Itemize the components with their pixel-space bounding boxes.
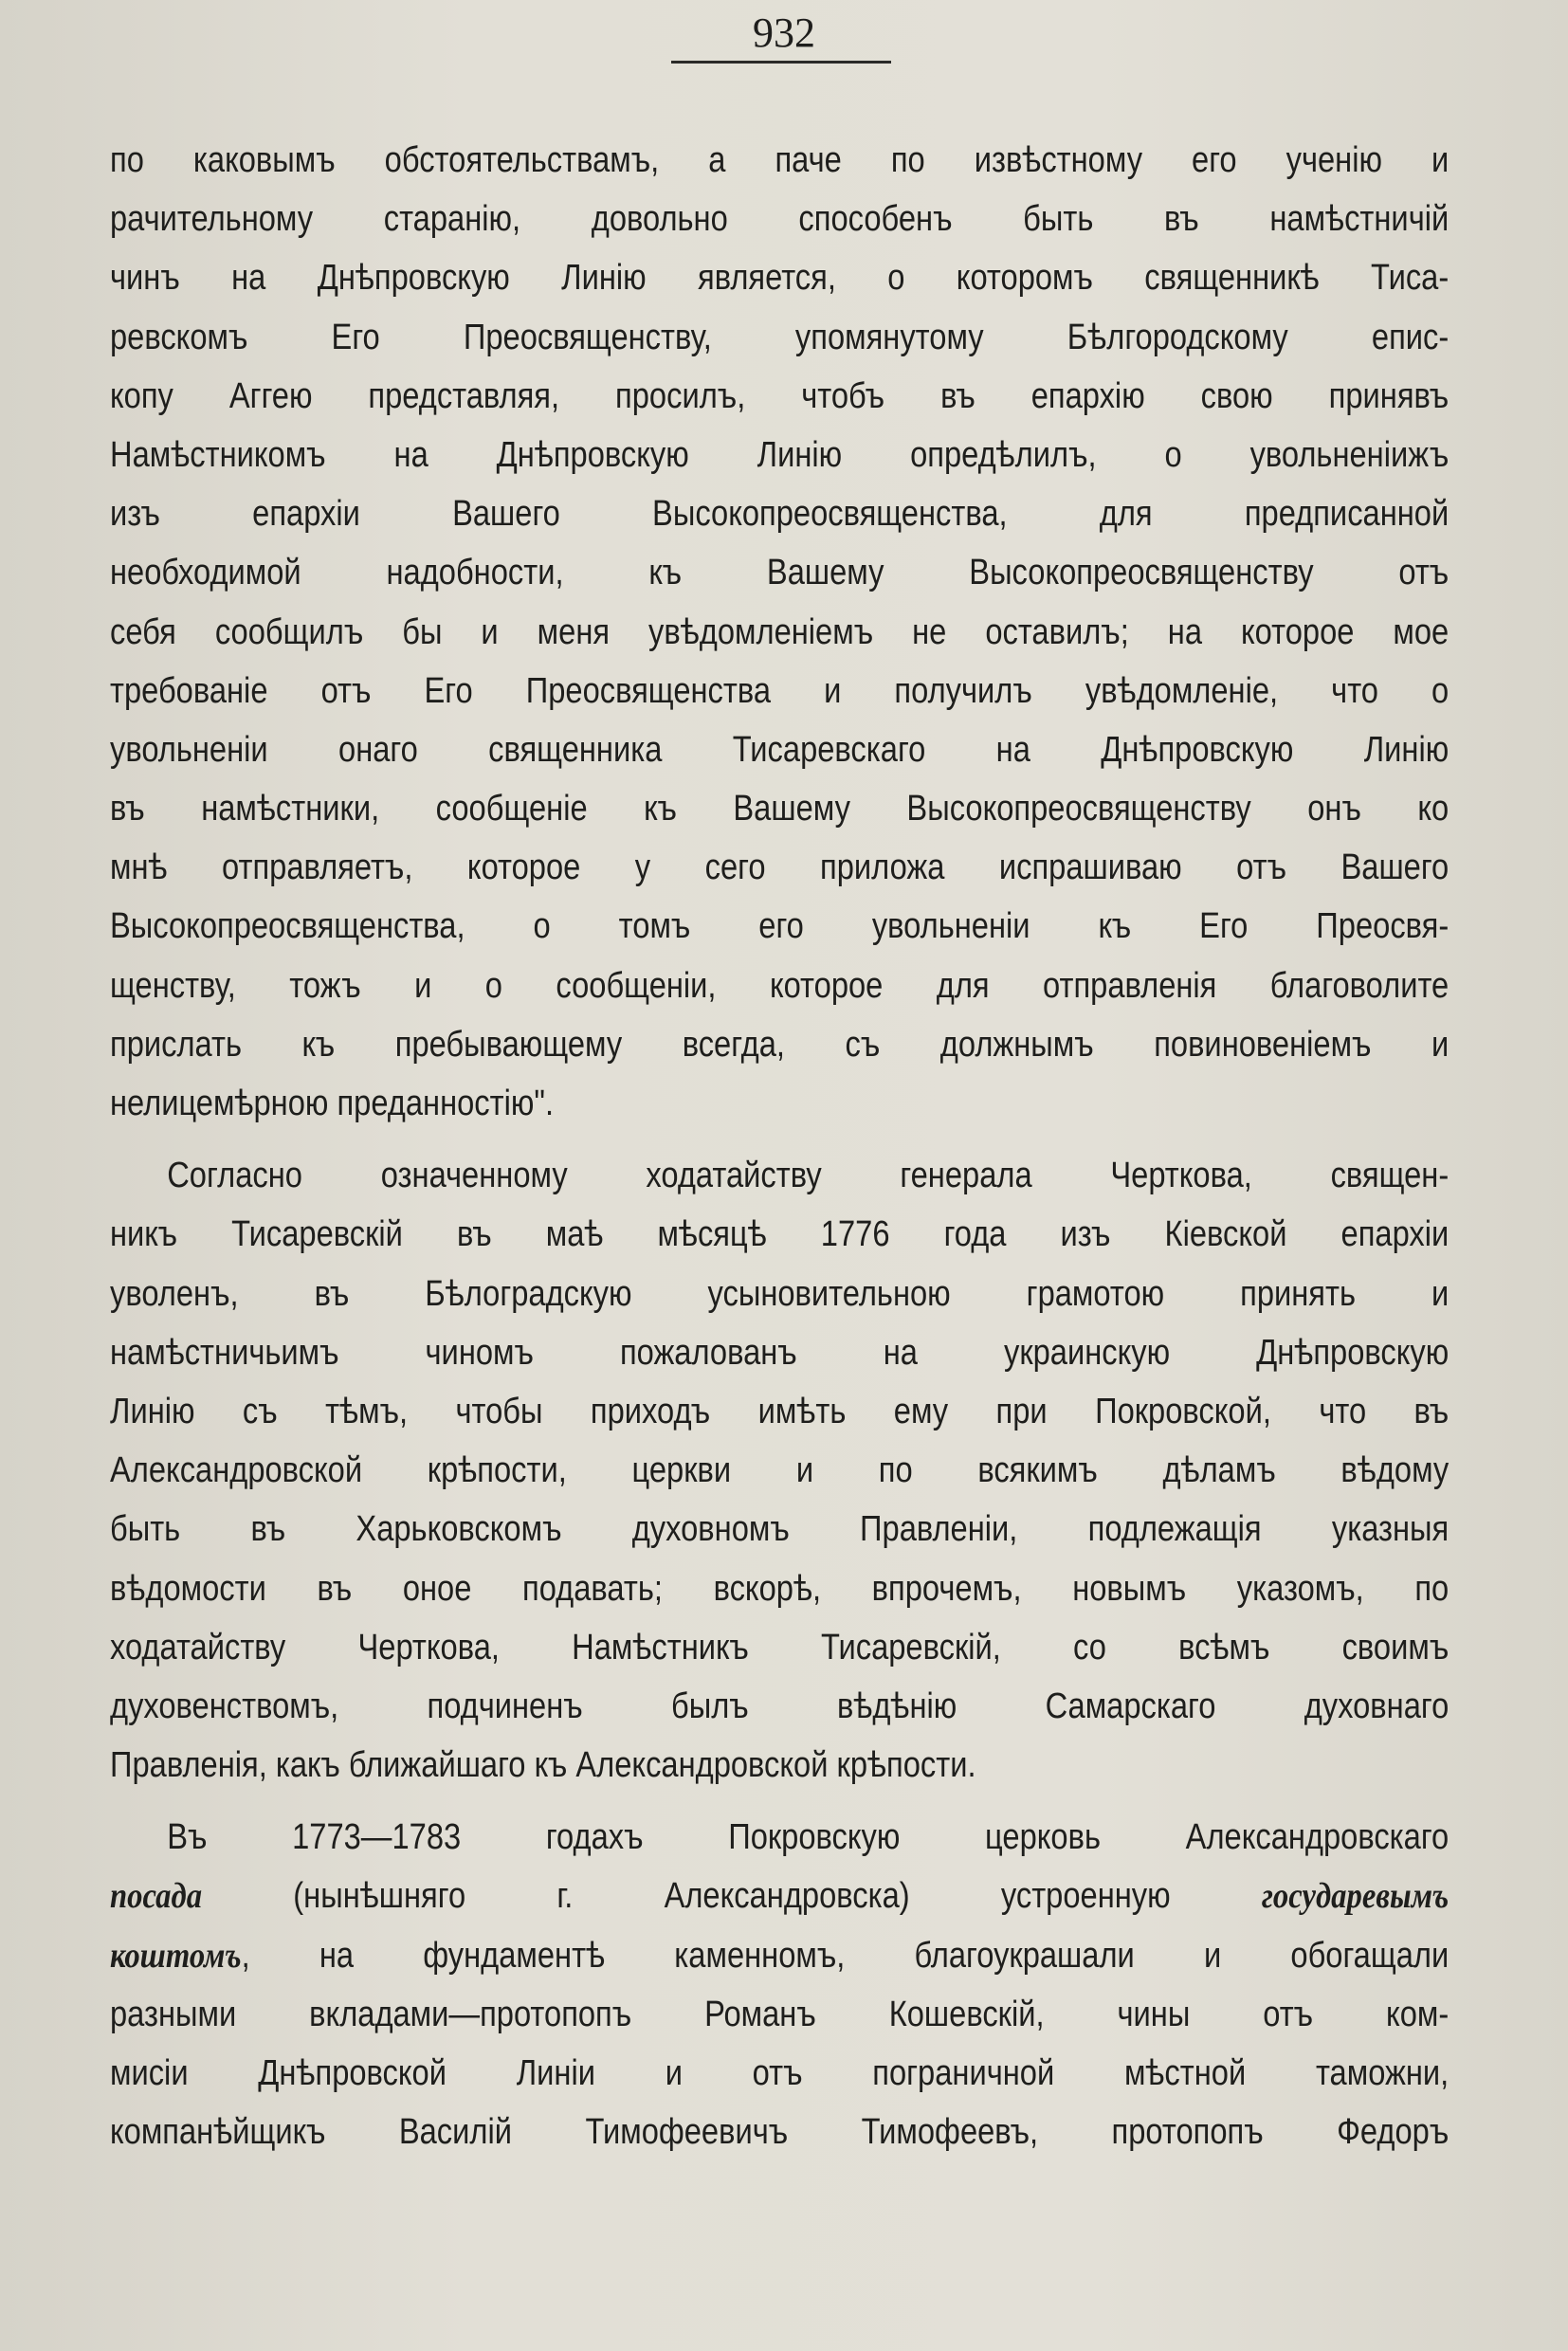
text-line: никъ Тисаревскiй въ маѣ мѣсяцѣ 1776 года изъ Кiевской епархiи xyxy=(110,1214,1449,1255)
text-line: духовенствомъ, подчиненъ былъ вѣдѣнiю Самарскаго духовнаго xyxy=(110,1686,1449,1726)
text-line: копу Аггею представляя, просилъ, чтобъ въ епархiю свою принявъ xyxy=(110,375,1449,416)
text-line: необходимой надобности, къ Вашему Высокопреосвященству отъ xyxy=(110,553,1449,593)
text-line: чинъ на Днѣпровскую Линiю является, о которомъ священникѣ Тиса- xyxy=(110,258,1449,299)
text-line: Правленiя, какъ ближайшаго къ Александровской крѣпости. xyxy=(110,1745,976,1786)
text-line: требованiе отъ Его Преосвященства и получилъ увѣдомленiе, что о xyxy=(110,670,1449,711)
text-line: мнѣ отправляетъ, которое у сего приложа испрашиваю отъ Вашего xyxy=(110,847,1449,888)
page-number: 932 xyxy=(753,9,815,56)
text-line: намѣстничьимъ чиномъ пожалованъ на украинскую Днѣпровскую xyxy=(110,1332,1449,1373)
text-line: вѣдомости въ оное подавать; вскорѣ, впрочемъ, новымъ указомъ, по xyxy=(110,1568,1449,1609)
paragraph-2 xyxy=(110,1146,1449,1795)
text-line: нелицемѣрною преданностiю". xyxy=(110,1084,555,1123)
text-line: себя сообщилъ бы и меня увѣдомленiемъ не оставилъ; на которое мое xyxy=(110,611,1449,652)
paragraph-1 xyxy=(110,131,1449,1133)
text-line: рачительному старанiю, довольно способенъ быть въ намѣстничiй xyxy=(110,199,1449,240)
text-line: Александровской крѣпости, церкви и по всякимъ дѣламъ вѣдому xyxy=(110,1450,1449,1491)
italic-phrase: коштомъ xyxy=(110,1935,242,1976)
text-line: увольненiи онаго священника Тисаревскаго на Днѣпровскую Линiю xyxy=(110,729,1449,770)
text-line: прислать къ пребывающему всегда, съ должнымъ повиновенiемъ и xyxy=(110,1024,1449,1065)
text-line: изъ епархiи Вашего Высокопреосвященства, для предписанной xyxy=(110,494,1449,535)
text-line: Намѣстникомъ на Днѣпровскую Линiю опредѣлилъ, о увольненiижъ xyxy=(110,434,1449,475)
text-line: Высокопреосвященства, о томъ его увольненiи къ Его Преосвя- xyxy=(110,906,1449,947)
text-line: ходатайству Черткова, Намѣстникъ Тисаревскiй, со всѣмъ своимъ xyxy=(110,1627,1449,1668)
text-line-with-italics: посада (нынѣшняго г. Александровска) устроенную государевымъ xyxy=(110,1876,1449,1917)
text-line: въ намѣстники, сообщенiе къ Вашему Высокопреосвященству онъ ко xyxy=(110,789,1449,829)
text-line: уволенъ, въ Бѣлоградскую усыновительною грамотою принять и xyxy=(110,1273,1449,1314)
paragraph-3 xyxy=(110,1808,1449,2161)
text-line: ревскомъ Его Преосвященству, упомянутому Бѣлгородскому епис- xyxy=(110,317,1449,357)
text-line: разными вкладами—протопопъ Романъ Кошевскiй, чины отъ ком- xyxy=(110,1994,1449,2034)
text-line: по каковымъ обстоятельствамъ, а паче по извѣстному его ученiю и xyxy=(110,140,1449,180)
page-number-rule xyxy=(671,61,891,64)
text-line: мисiи Днѣпровской Линiи и отъ пограничной мѣстной таможни, xyxy=(110,2053,1449,2093)
text-line: Линiю съ тѣмъ, чтобы приходъ имѣть ему при Покровской, что въ xyxy=(110,1391,1449,1431)
text-line: Въ 1773—1783 годахъ Покровскую церковь Александровскаго xyxy=(167,1817,1449,1858)
italic-phrase: государевымъ xyxy=(1261,1876,1449,1917)
text-line: Согласно означенному ходатайству генерала Черткова, священ- xyxy=(167,1156,1449,1196)
page-body xyxy=(110,131,1449,2161)
italic-phrase: посада xyxy=(110,1876,203,1917)
text-line: щенству, тожъ и о сообщенiи, которое для отправленiя благоволите xyxy=(110,965,1449,1006)
text-line: быть въ Харьковскомъ духовномъ Правленiи, подлежащiя указныя xyxy=(110,1509,1449,1550)
text-line: компанѣйщикъ Василiй Тимофеевичъ Тимофеевъ, протопопъ Федоръ xyxy=(110,2112,1449,2153)
text-line-with-italics: коштомъ, на фундаментѣ каменномъ, благоукрашали и обогащали xyxy=(110,1935,1449,1976)
